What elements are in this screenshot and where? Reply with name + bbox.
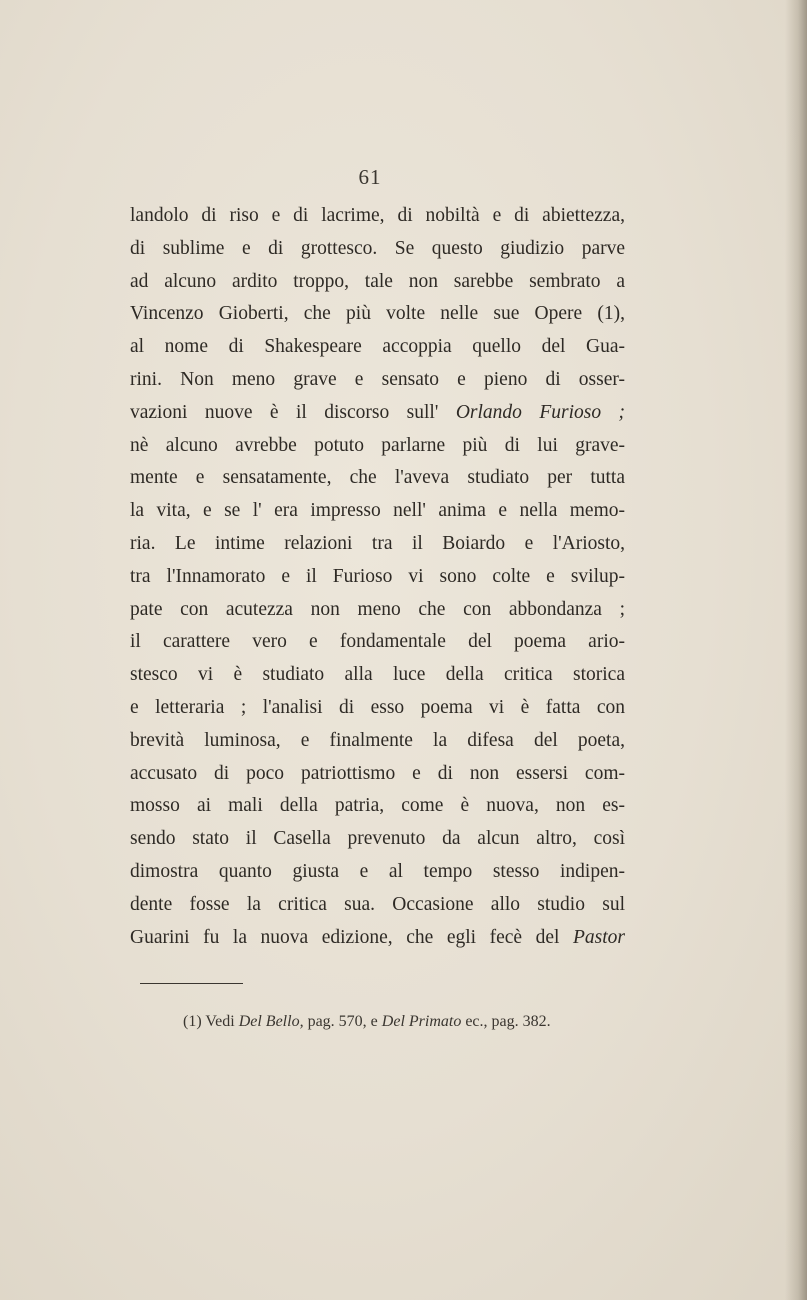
text-line: nè alcuno avrebbe potuto parlarne più di lui grave- <box>130 434 625 456</box>
text-line: landolo di riso e di lacrime, di nobiltà e di abiettezza, <box>130 205 625 226</box>
text-line: Vincenzo Gioberti, che più volte nelle sue Opere (1), <box>130 303 625 325</box>
text-line: al nome di Shakespeare accoppia quello del Gua- <box>130 336 625 358</box>
text-line: pate con acutezza non meno che con abbondanza ; <box>130 598 625 620</box>
text-line: accusato di poco patriottismo e di non essersi com- <box>130 762 625 784</box>
text-line: di sublime e di grottesco. Se questo giudizio parve <box>130 237 625 259</box>
text-line: ria. Le intime relazioni tra il Boiardo e l'Ariosto, <box>130 532 625 554</box>
text-line: e letteraria ; l'analisi di esso poema vi è fatta con <box>130 696 625 718</box>
footnote-rule <box>140 983 243 984</box>
text-line: rini. Non meno grave e sensato e pieno di osser- <box>130 368 625 390</box>
page-edge-shadow <box>785 0 807 1300</box>
text-line: mosso ai mali della patria, come è nuova, non es- <box>130 795 625 817</box>
text-line: ad alcuno ardito troppo, tale non sarebbe sembrato a <box>130 270 625 292</box>
footnote-title-2: Del Primato <box>381 1013 462 1030</box>
text-line-mixed <box>130 922 625 955</box>
footnote <box>183 1013 628 1031</box>
text-line: dente fosse la critica sua. Occasione allo studio sul <box>130 893 625 915</box>
page-number: 61 <box>358 165 382 189</box>
text-line: il carattere vero e fondamentale del poema ario- <box>130 631 625 653</box>
text-span: Guarini fu la nuova edizione, che egli fecè del <box>130 926 560 948</box>
text-line-mixed <box>130 397 625 430</box>
text-span: vazioni nuove è il discorso sull' <box>130 401 439 423</box>
text-line: tra l'Innamorato e il Furioso vi sono colte e svilup- <box>130 565 625 587</box>
footnote-suffix: ec., pag. 382. <box>465 1013 551 1030</box>
text-line: stesco vi è studiato alla luce della critica storica <box>130 664 625 686</box>
italic-word: Pastor <box>573 926 626 948</box>
italic-title: Orlando Furioso ; <box>455 401 626 423</box>
footnote-middle: pag. 570, e <box>307 1013 378 1030</box>
text-line: sendo stato il Casella prevenuto da alcun altro, così <box>130 828 625 850</box>
text-line: dimostra quanto giusta e al tempo stesso indipen- <box>130 860 625 882</box>
text-line: mente e sensatamente, che l'aveva studiato per tutta <box>130 467 625 489</box>
footnote-prefix: (1) Vedi <box>183 1013 235 1030</box>
text-line: la vita, e se l' era impresso nell' anima e nella memo- <box>130 500 625 522</box>
text-line: brevità luminosa, e finalmente la difesa del poeta, <box>130 729 625 751</box>
body-text <box>130 200 625 954</box>
footnote-title-1: Del Bello, <box>238 1013 304 1030</box>
